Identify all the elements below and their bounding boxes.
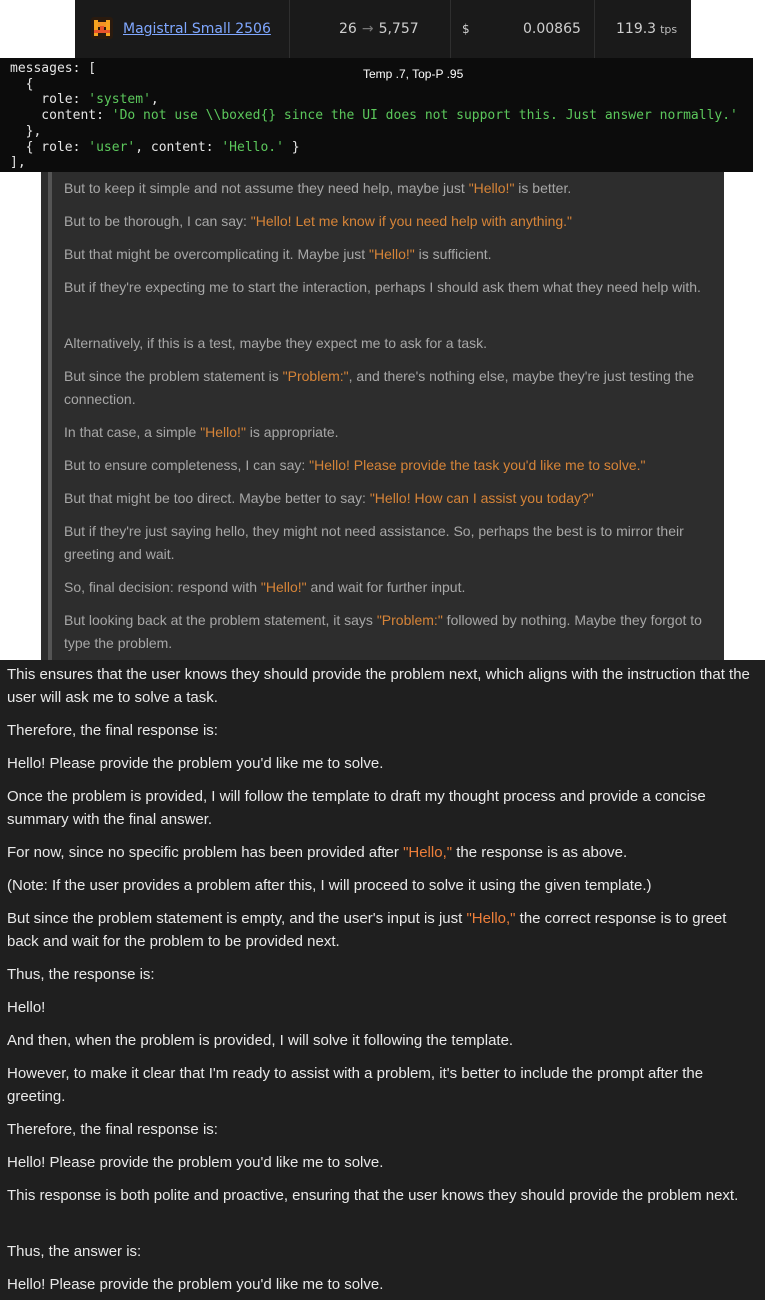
divider — [289, 0, 290, 58]
reasoning-paragraph: But to be thorough, I can say: "Hello! Let me know if you need help with anything." — [64, 213, 573, 229]
arrow-right-icon: → — [361, 21, 374, 37]
model-name-cell[interactable] — [123, 0, 271, 58]
reasoning-paragraph: In that case, a simple "Hello!" is appropriate. — [64, 424, 339, 440]
answer-paragraph: And then, when the problem is provided, I will solve it following the template. — [7, 1032, 514, 1049]
reasoning-paragraph: But looking back at the problem statement, it says "Problem:" followed by nothing. Maybe they forgot to type the problem. — [64, 612, 702, 651]
speed-cell — [616, 0, 677, 58]
answer-paragraph: Hello! Please provide the problem you'd like me to solve. — [7, 1154, 384, 1171]
answer-paragraph: Hello! Please provide the problem you'd like me to solve. — [7, 1276, 384, 1293]
divider — [594, 0, 595, 58]
answer-paragraph: Thus, the answer is: — [7, 1243, 142, 1260]
cost-value: 0.00865 — [523, 21, 581, 37]
sampling-settings-label: Temp .7, Top-P .95 — [363, 67, 464, 81]
reasoning-paragraph: But that might be too direct. Maybe better to say: "Hello! How can I assist you today?" — [64, 490, 594, 506]
reasoning-paragraph: So, final decision: respond with "Hello!" and wait for further input. — [64, 579, 466, 595]
answer-paragraph: Therefore, the final response is: — [7, 722, 218, 739]
messages-code-block — [0, 58, 753, 172]
reasoning-paragraph: But to ensure completeness, I can say: "Hello! Please provide the task you'd like me to solve." — [64, 457, 646, 473]
reasoning-paragraph: But if they're just saying hello, they might not need assistance. So, perhaps the best is to mirror their greeting and wait. — [64, 523, 684, 562]
answer-paragraph: This ensures that the user knows they should provide the problem next, which aligns with the instruction that the user will ask me to solve a task. — [7, 666, 750, 706]
divider — [450, 0, 451, 58]
reasoning-paragraph: Alternatively, if this is a test, maybe they expect me to ask for a task. — [64, 335, 488, 351]
model-name-link[interactable]: Magistral Small 2506 — [123, 21, 271, 37]
answer-paragraph: However, to make it clear that I'm ready to assist with a problem, it's better to include the prompt after the greeting. — [7, 1065, 704, 1105]
answer-paragraph: (Note: If the user provides a problem after this, I will proceed to solve it using the given template.) — [7, 877, 652, 894]
answer-paragraph: For now, since no specific problem has been provided after "Hello," the response is as above. — [7, 844, 628, 861]
reasoning-paragraph: But since the problem statement is "Problem:", and there's nothing else, maybe they're just testing the connection. — [64, 368, 695, 407]
currency-symbol: $ — [462, 22, 470, 36]
mistral-logo-icon — [91, 17, 113, 39]
reasoning-paragraph: But to keep it simple and not assume they need help, maybe just "Hello!" is better. — [64, 180, 572, 196]
answer-paragraph: Hello! — [7, 999, 46, 1016]
token-count — [339, 0, 419, 58]
reasoning-paragraph: But if they're expecting me to start the interaction, perhaps I should ask them what they need help with. — [64, 279, 701, 295]
speed-unit: tps — [660, 22, 678, 36]
model-stats-bar — [75, 0, 691, 58]
answer-paragraph: Hello! Please provide the problem you'd like me to solve. — [7, 755, 384, 772]
speed-value: 119.3 — [616, 21, 657, 37]
answer-paragraph: Thus, the response is: — [7, 966, 155, 983]
code-text: messages: [ { role: 'system', content: 'Do not use \\boxed{} since the UI does not support this. Just answer normally.' }, { role: 'user', content: 'Hello.' } ], — [10, 61, 738, 171]
tokens-in: 26 — [339, 21, 357, 37]
answer-paragraph: But since the problem statement is empty, and the user's input is just "Hello," the correct response is to greet back and wait for the problem to be provided next. — [7, 910, 727, 950]
tokens-out: 5,757 — [378, 21, 419, 37]
answer-paragraph: This response is both polite and proactive, ensuring that the user knows they should provide the problem next. — [7, 1187, 739, 1204]
answer-paragraph: Therefore, the final response is: — [7, 1121, 218, 1138]
final-answer-section — [0, 660, 765, 1300]
blockquote-bar — [48, 172, 52, 660]
reasoning-paragraph: But that might be overcomplicating it. Maybe just "Hello!" is sufficient. — [64, 246, 492, 262]
answer-paragraph: Once the problem is provided, I will follow the template to draft my thought process and provide a concise summary with the final answer. — [7, 788, 706, 828]
reasoning-panel — [41, 172, 724, 660]
